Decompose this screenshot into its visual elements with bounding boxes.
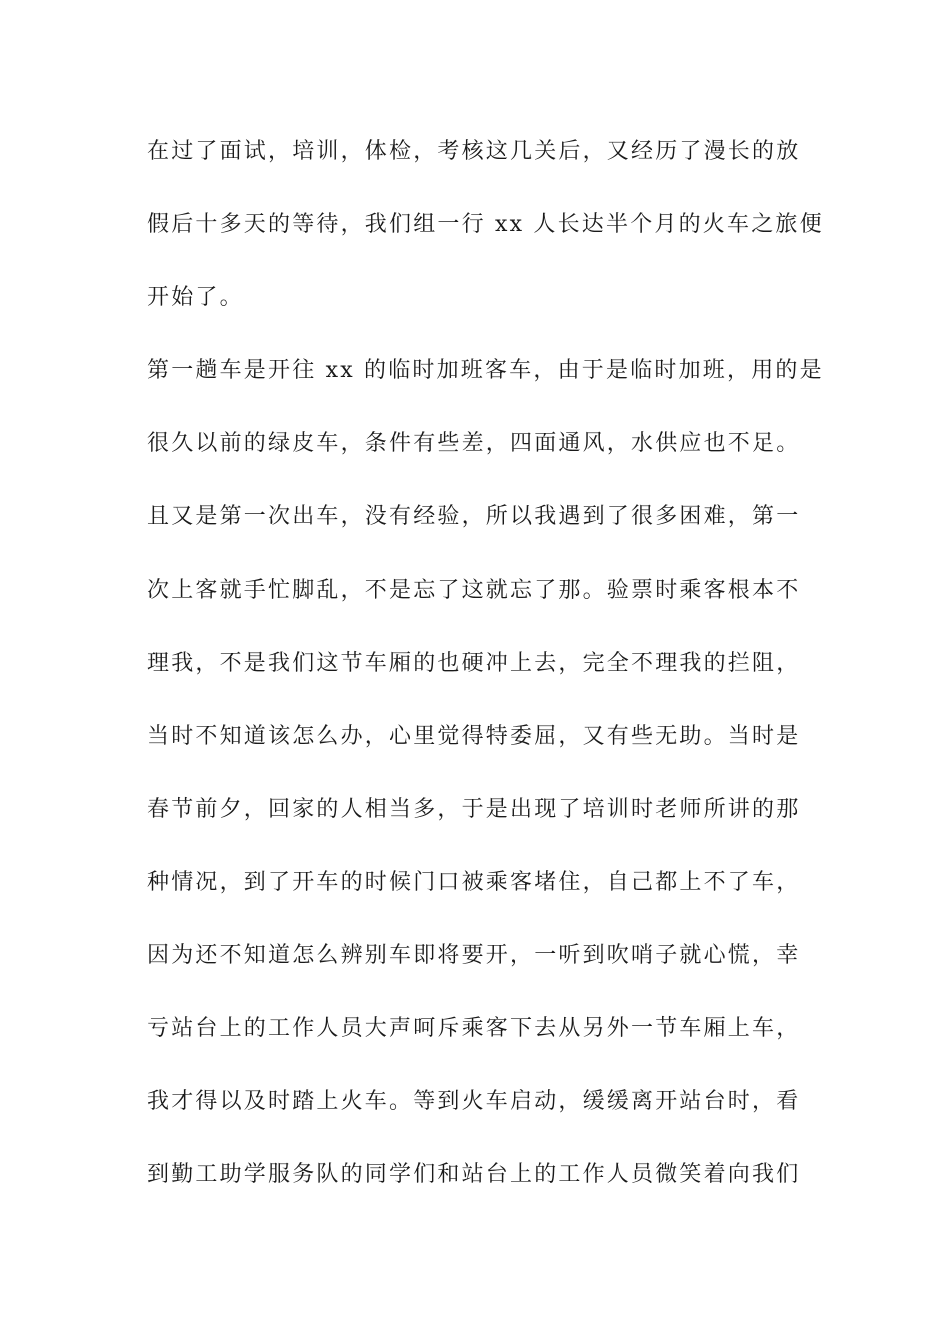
text-line: 种情况，到了开车的时候门口被乘客堵住，自己都上不了车， bbox=[147, 869, 801, 895]
text-line: 假后十多天的等待，我们组一行 xx 人长达半个月的火车之旅便 bbox=[147, 212, 824, 238]
text-line: 很久以前的绿皮车，条件有些差，四面通风，水供应也不足。 bbox=[147, 431, 801, 457]
text-line: 我才得以及时踏上火车。等到火车启动，缓缓离开站台时，看 bbox=[147, 1089, 801, 1115]
text-line: 开始了。 bbox=[147, 285, 244, 311]
text-line: 当时不知道该怎么办，心里觉得特委屈，又有些无助。当时是 bbox=[147, 723, 801, 749]
text-line: 次上客就手忙脚乱，不是忘了这就忘了那。验票时乘客根本不 bbox=[147, 577, 801, 603]
text-line: 理我，不是我们这节车厢的也硬冲上去，完全不理我的拦阻， bbox=[147, 650, 801, 676]
text-line: 且又是第一次出车，没有经验，所以我遇到了很多困难，第一 bbox=[147, 504, 801, 530]
text-line: 在过了面试，培训，体检，考核这几关后，又经历了漫长的放 bbox=[147, 139, 801, 164]
text-line: 亏站台上的工作人员大声呵斥乘客下去从另外一节车厢上车， bbox=[147, 1016, 801, 1042]
body-text bbox=[147, 132, 824, 1228]
text-line: 春节前夕，回家的人相当多，于是出现了培训时老师所讲的那 bbox=[147, 796, 801, 822]
text-line: 到勤工助学服务队的同学们和站台上的工作人员微笑着向我们 bbox=[147, 1162, 801, 1188]
text-line: 第一趟车是开往 xx 的临时加班客车，由于是临时加班，用的是 bbox=[147, 358, 824, 384]
text-line: 因为还不知道怎么辨别车即将要开，一听到吹哨子就心慌，幸 bbox=[147, 943, 801, 969]
